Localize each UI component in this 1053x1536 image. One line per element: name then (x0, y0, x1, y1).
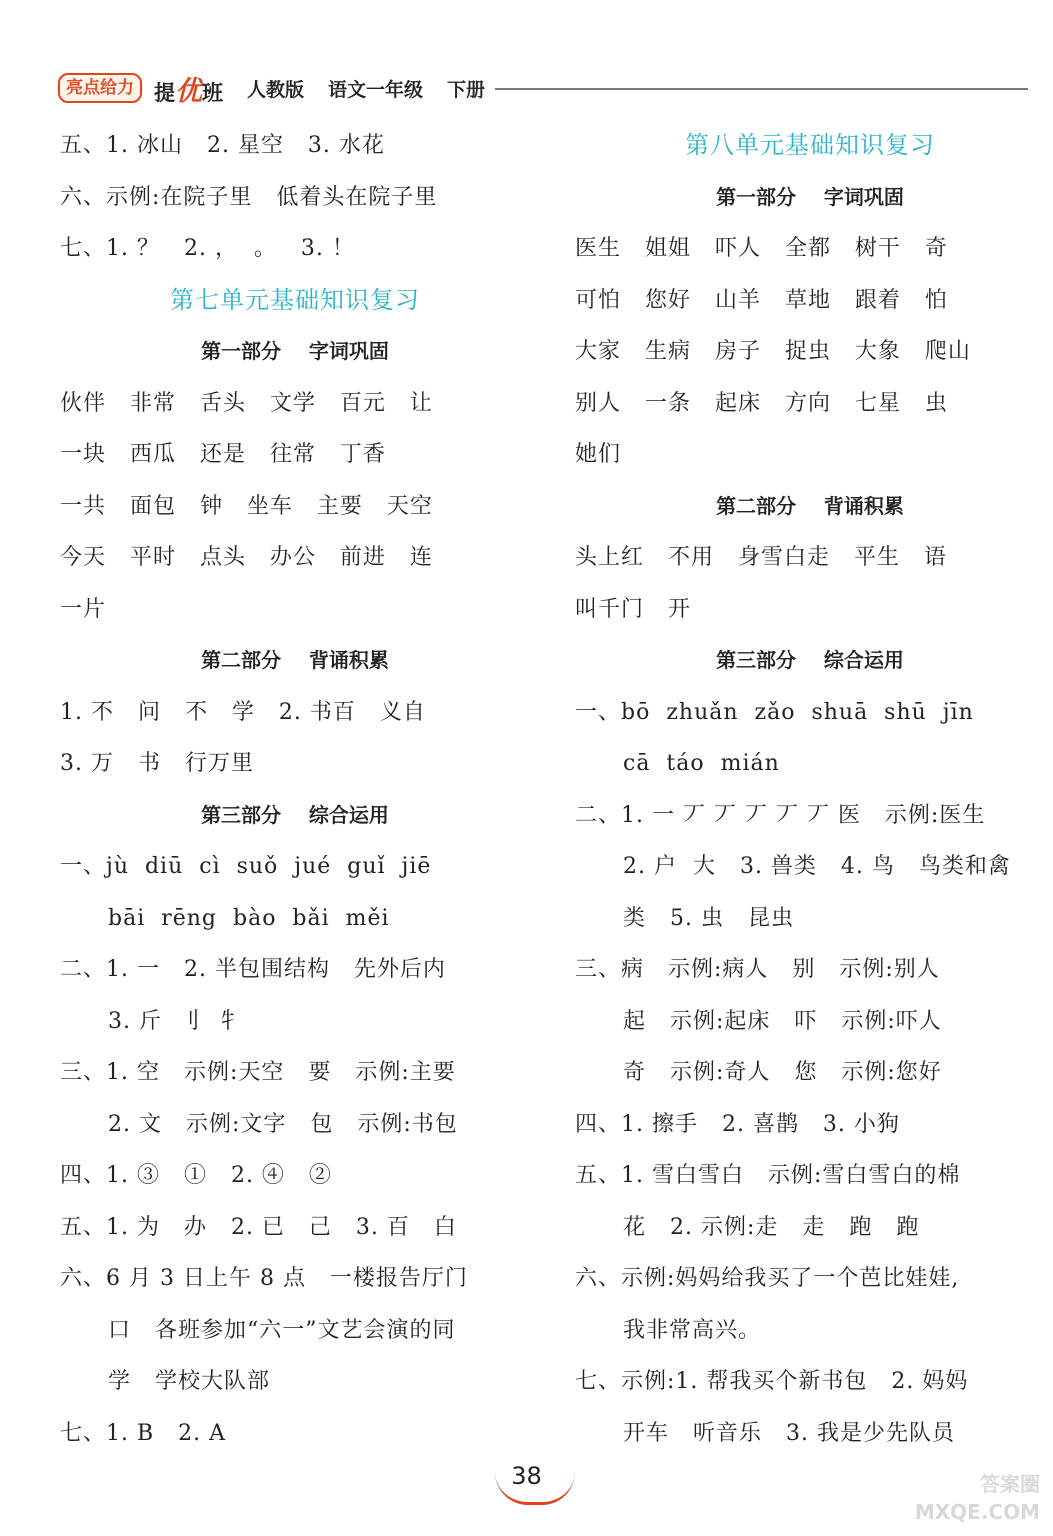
answer-line: 她们 (575, 442, 622, 467)
header-rule (495, 88, 1028, 90)
answer-line: 口 各班参加“六一”文艺会演的同 (108, 1317, 456, 1343)
answer-line: 二、1. 一 2. 半包围结构 先外后内 (60, 957, 446, 982)
section-heading: 第三部分 综合运用 (716, 648, 904, 672)
answer-line: 七、示例:1. 帮我买个新书包 2. 妈妈 (575, 1369, 969, 1394)
answer-line: 五、1. 雪白雪白 示例:雪白雪白的棉 (575, 1163, 961, 1188)
answer-line: 2. 文 示例:文字 包 示例:书包 (108, 1111, 458, 1137)
answer-line: 一块 西瓜 还是 往常 丁香 (60, 442, 386, 467)
unit-title: 第七单元基础知识复习 (170, 285, 420, 314)
answer-line: 一共 面包 钟 坐车 主要 天空 (60, 493, 433, 519)
answer-line: 可怕 您好 山羊 草地 跟着 怕 (575, 287, 948, 313)
answer-line: 今天 平时 点头 办公 前进 连 (60, 545, 433, 570)
answer-line: 七、1. B 2. A (60, 1420, 227, 1446)
volume-label: 下册 (447, 78, 486, 101)
answer-line: 我非常高兴。 (623, 1317, 762, 1343)
answer-line: 大家 生病 房子 捉虫 大象 爬山 (575, 339, 971, 364)
answer-line: 1. 不 问 不 学 2. 书百 义自 (60, 699, 426, 725)
left-column (60, 120, 530, 1459)
watermark-logo: 答案圈 MXQE.COM (914, 1472, 1040, 1524)
answer-line: 起 示例:起床 吓 示例:吓人 (623, 1008, 942, 1034)
answer-line: 五、1. 为 办 2. 已 己 3. 百 白 (60, 1214, 457, 1240)
page-number: 38 (511, 1462, 542, 1490)
answer-line: 2. 户 大 3. 兽类 4. 鸟 鸟类和禽 (623, 854, 1011, 879)
brand-name: 提优班 (154, 75, 223, 107)
answer-line: 类 5. 虫 昆虫 (623, 905, 794, 931)
edition-label: 人教版 (247, 78, 305, 101)
answer-line: 二、1. 一 丆 丆 丆 丆 丆 医 示例:医生 (575, 802, 986, 828)
answer-line: 一、jù diū cì suǒ jué guǐ jiē (60, 854, 432, 879)
section-heading: 第三部分 综合运用 (201, 802, 389, 827)
answer-line: 一、bō zhuǎn zǎo shuā shū jīn (575, 699, 974, 725)
answer-line: 伙伴 非常 舌头 文学 百元 让 (60, 390, 433, 416)
answer-line: 3. 斤 刂 牜 (108, 1008, 240, 1034)
section-heading: 第一部分 字词巩固 (716, 184, 904, 209)
answer-line: 六、示例:妈妈给我买了一个芭比娃娃, (575, 1266, 960, 1291)
answer-line: 六、示例:在院子里 低着头在院子里 (60, 184, 438, 210)
answer-line: cā táo mián (623, 751, 780, 776)
answer-line: 别人 一条 起床 方向 七星 虫 (575, 390, 948, 416)
answer-line: 头上红 不用 身雪白走 平生 语 (575, 545, 947, 570)
answer-line: 四、1. ③ ① 2. ④ ② (60, 1163, 332, 1188)
answer-line: 五、1. 冰山 2. 星空 3. 水花 (60, 133, 385, 158)
unit-title: 第八单元基础知识复习 (685, 131, 935, 159)
right-column (575, 120, 1045, 1459)
section-heading: 第二部分 背诵积累 (201, 648, 389, 672)
answer-line: 六、6 月 3 日上午 8 点 一楼报告厅门 (60, 1266, 468, 1291)
answer-line: 学 学校大队部 (108, 1369, 270, 1394)
answer-line: 花 2. 示例:走 走 跑 跑 (623, 1214, 920, 1240)
subject-label: 语文一年级 (328, 78, 424, 101)
answer-line: bāi rēng bào bǎi měi (108, 905, 390, 931)
answer-line: 3. 万 书 行万里 (60, 751, 254, 776)
answer-line: 奇 示例:奇人 您 示例:您好 (623, 1060, 942, 1085)
section-heading: 第二部分 背诵积累 (716, 493, 904, 518)
section-heading: 第一部分 字词巩固 (201, 339, 389, 363)
page-header (58, 70, 1028, 106)
answer-line: 七、1. ？ 2. ， 。 3. ！ (60, 236, 355, 261)
series-logo: 亮点给力 (58, 73, 142, 103)
answer-line: 四、1. 擦手 2. 喜鹊 3. 小狗 (575, 1111, 900, 1137)
answer-line: 开车 听音乐 3. 我是少先队员 (623, 1420, 955, 1446)
answer-line: 三、病 示例:病人 别 示例:别人 (575, 957, 940, 982)
answer-line: 叫千门 开 (575, 596, 691, 622)
answer-line: 三、1. 空 示例:天空 要 示例:主要 (60, 1060, 456, 1085)
answer-line: 医生 姐姐 吓人 全都 树干 奇 (575, 236, 948, 261)
answer-line: 一片 (60, 596, 107, 622)
